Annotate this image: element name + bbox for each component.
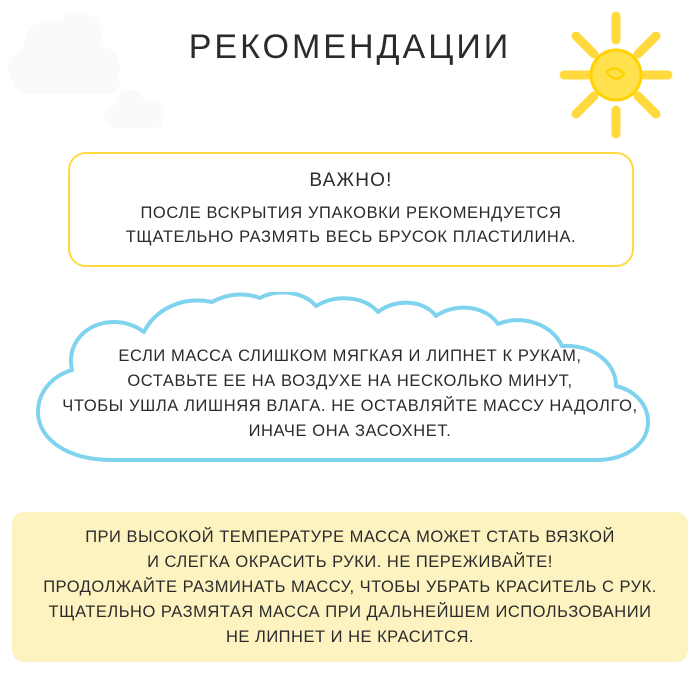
important-heading: ВАЖНО! [309,170,393,191]
temperature-note-line-5: НЕ ЛИПНЕТ И НЕ КРАСИТСЯ. [225,627,474,646]
important-line-2: ТЩАТЕЛЬНО РАЗМЯТЬ ВЕСЬ БРУСОК ПЛАСТИЛИНА. [125,228,577,246]
page-title: РЕКОМЕНДАЦИИ [188,28,512,66]
temperature-note-line-4: ТЩАТЕЛЬНО РАЗМЯТАЯ МАССА ПРИ ДАЛЬНЕЙШЕМ ИСПОЛЬЗОВАНИИ [48,602,652,621]
cloud-note-bubble [16,292,684,484]
cloud-note-line-2: ОСТАВЬТЕ ЕЕ НА ВОЗДУХЕ НА НЕСКОЛЬКО МИНУТ, [127,372,573,390]
temperature-note-line-1: ПРИ ВЫСОКОЙ ТЕМПЕРАТУРЕ МАССА МОЖЕТ СТАТЬ ВЯЗКОЙ [85,527,615,546]
important-note-box [68,152,634,267]
important-line-1: ПОСЛЕ ВСКРЫТИЯ УПАКОВКИ РЕКОМЕНДУЕТСЯ [140,204,562,222]
temperature-note-line-2: И СЛЕГКА ОКРАСИТЬ РУКИ. НЕ ПЕРЕЖИВАЙТЕ! [147,552,553,571]
cloud-note-line-3: ЧТОБЫ УШЛА ЛИШНЯЯ ВЛАГА. НЕ ОСТАВЛЯЙТЕ МАССУ НАДОЛГО, [62,397,638,415]
cloud-note-text [16,344,684,444]
cloud-icon [104,86,166,128]
temperature-note-line-3: ПРОДОЛЖАЙТЕ РАЗМИНАТЬ МАССУ, ЧТОБЫ УБРАТЬ КРАСИТЕЛЬ С РУК. [43,577,657,596]
cloud-note-line-1: ЕСЛИ МАССА СЛИШКОМ МЯГКАЯ И ЛИПНЕТ К РУКАМ, [118,347,582,365]
temperature-note-text [12,525,688,650]
temperature-note-panel [12,512,688,662]
cloud-note-line-4: ИНАЧЕ ОНА ЗАСОХНЕТ. [248,422,452,440]
